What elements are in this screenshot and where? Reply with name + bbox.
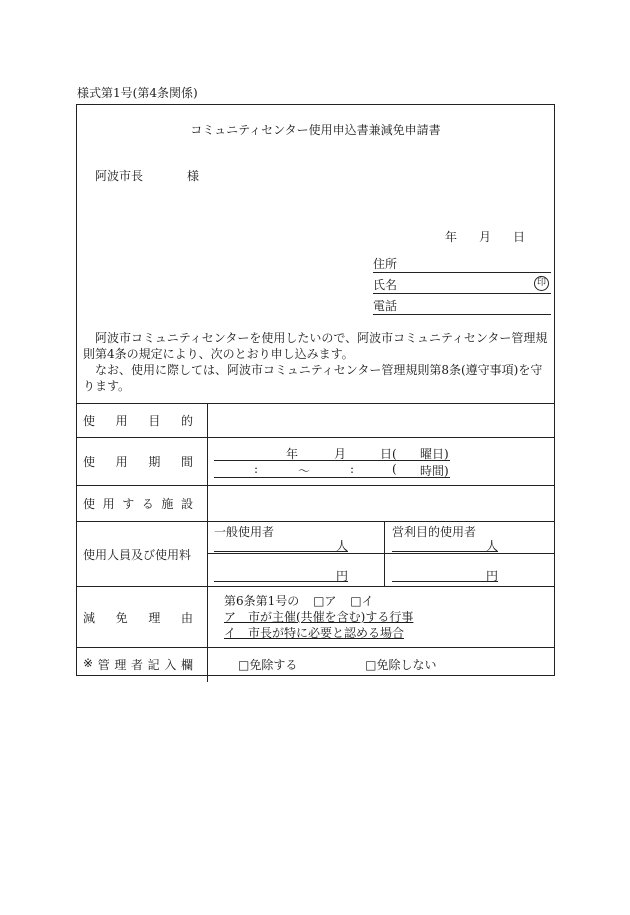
row-reduction xyxy=(77,587,554,648)
name-label: 氏名 xyxy=(373,278,398,292)
commercial-fee-field[interactable]: 円 xyxy=(392,567,498,582)
facility-input[interactable] xyxy=(208,486,555,522)
addressee xyxy=(95,167,199,184)
form-number: 様式第1号(第4条関係) xyxy=(77,86,198,100)
addressee-name: 阿波市長 xyxy=(95,169,144,183)
fees-label: 使用人員及び使用料 xyxy=(77,522,208,587)
row-period xyxy=(77,438,554,486)
purpose-input[interactable] xyxy=(208,404,555,438)
body-paragraph-2: なお、使用に際しては、阿波市コミュニティセンター管理規則第8条(遵守事項)を守ります。 xyxy=(83,363,543,393)
phone-field[interactable] xyxy=(373,297,551,315)
general-persons-field[interactable]: 人 xyxy=(214,537,348,552)
period-input[interactable] xyxy=(208,438,555,486)
seal-mark: 印 xyxy=(534,276,549,291)
purpose-label: 使 用 目 的 xyxy=(77,404,208,438)
date-month: 月 xyxy=(479,230,492,244)
fees-cell xyxy=(208,522,555,587)
application-form xyxy=(76,104,555,676)
period-date-line[interactable]: 年 月 日( 曜日) xyxy=(214,445,450,461)
body-text xyxy=(83,330,551,394)
row-fees xyxy=(77,522,554,587)
row-manager xyxy=(77,648,554,682)
option-i-checkbox[interactable]: □イ xyxy=(350,594,374,608)
general-fee-field[interactable]: 円 xyxy=(214,567,348,582)
address-field[interactable] xyxy=(373,255,551,273)
reason-i-text: イ 市長が特に必要と認める場合 xyxy=(224,626,405,640)
address-label: 住所 xyxy=(373,257,398,271)
row-facility xyxy=(77,486,554,522)
phone-label: 電話 xyxy=(373,299,398,313)
facility-label: 使 用 す る 施 設 xyxy=(77,486,208,522)
reduction-article: 第6条第1号の xyxy=(224,594,300,608)
date-line xyxy=(445,228,525,245)
period-label: 使 用 期 間 xyxy=(77,438,208,486)
manager-label: ※ 管 理 者 記 入 欄 xyxy=(77,648,208,682)
not-exempt-checkbox[interactable]: □免除しない xyxy=(365,658,437,673)
body-paragraph-1: 阿波市コミュニティセンターを使用したいので、阿波市コミュニティセンター管理規則第4条の規定により、次のとおり申し込みます。 xyxy=(83,331,548,361)
option-a-checkbox[interactable]: □ア xyxy=(313,594,337,608)
date-year: 年 xyxy=(445,230,458,244)
name-field[interactable] xyxy=(373,276,551,294)
form-title: コミュニティセンター使用申込書兼減免申請書 xyxy=(190,123,441,137)
details-table xyxy=(77,403,554,682)
date-day: 日 xyxy=(513,230,526,244)
general-user-label: 一般使用者 xyxy=(214,525,275,539)
commercial-persons-field[interactable]: 人 xyxy=(392,537,498,552)
reduction-reason xyxy=(208,587,555,648)
row-purpose xyxy=(77,404,554,438)
exempt-checkbox[interactable]: □免除する xyxy=(238,658,298,673)
manager-entry xyxy=(208,648,555,682)
addressee-honorific: 様 xyxy=(187,169,200,183)
reduction-label: 減 免 理 由 xyxy=(77,587,208,648)
commercial-user-label: 営利目的使用者 xyxy=(392,525,477,539)
reason-a-text: ア 市が主催(共催を含む)する行事 xyxy=(224,610,414,624)
period-time-line[interactable]: : 〜 : ( 時間) xyxy=(214,462,450,478)
